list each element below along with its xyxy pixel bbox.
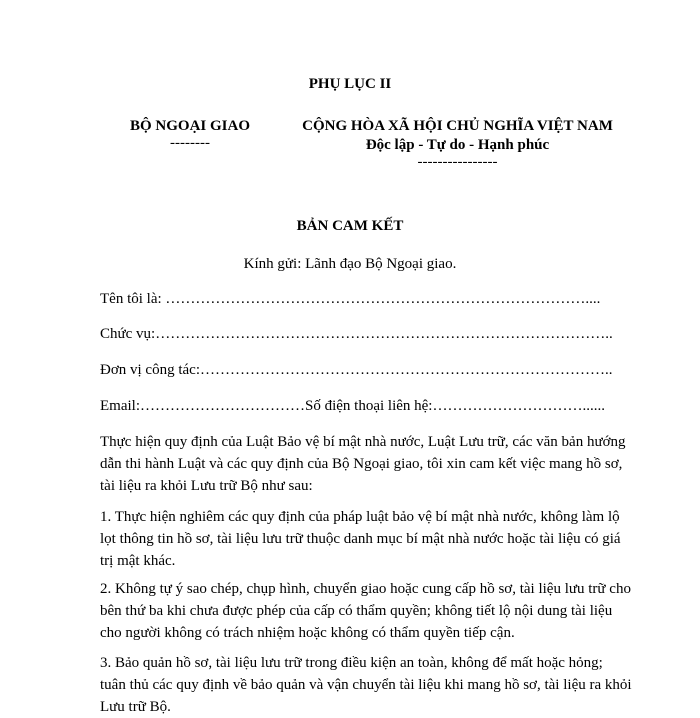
commitment-item-2: 2. Không tự ý sao chép, chụp hình, chuyển giao hoặc cung cấp hồ sơ, tài liệu lưu trữ cho bên thứ ba khi chưa được phép của cấp có thẩm quyền; không tiết lộ nội dung tài liệu cho người không có trách nhiệm hoặc không có thẩm quyền tiếp cận. [100,581,631,641]
appendix-heading: PHỤ LỤC II [308,76,392,92]
motto-rule: ---------------- [417,154,498,170]
unit-field: Đơn vị công tác:……………………………………………………………………….. [100,362,613,378]
intro-paragraph: Thực hiện quy định của Luật Bảo vệ bí mật nhà nước, Luật Lưu trữ, các văn bản hướng dẫn thi hành Luật và các quy định của Bộ Ngoại giao, tôi xin cam kết việc mang hồ sơ, tài liệu ra khỏi Lưu trữ Bộ như sau: [100,434,626,494]
country-name: CỘNG HÒA XÃ HỘI CHỦ NGHĨA VIỆT NAM [302,118,613,134]
national-motto: Độc lập - Tự do - Hạnh phúc [365,137,550,153]
position-field: Chức vụ:……………………………………………………………………………….. [100,326,613,342]
name-field: Tên tôi là: ………………………………………………………………………….... [100,291,601,307]
commitment-item-3: 3. Bảo quản hồ sơ, tài liệu lưu trữ trong điều kiện an toàn, không để mất hoặc hỏng; tuân thủ các quy định về bảo quản và vận chuyển tài liệu khi mang hồ sơ, tài liệu ra khỏi Lưu trữ Bộ. [100,655,632,715]
agency-name: BỘ NGOẠI GIAO [129,118,250,134]
email-phone-field: Email:……………………………Số điện thoại liên hệ:…………………………...... [100,398,605,414]
agency-rule: -------- [170,135,210,151]
document-title: BẢN CAM KẾT [296,218,404,234]
commitment-item-1: 1. Thực hiện nghiêm các quy định của pháp luật bảo vệ bí mật nhà nước, không làm lộ lọt thông tin hồ sơ, tài liệu lưu trữ thuộc danh mục bí mật nhà nước hoặc tài liệu có giá trị mật khác. [100,509,621,569]
salutation: Kính gửi: Lãnh đạo Bộ Ngoại giao. [243,256,457,272]
